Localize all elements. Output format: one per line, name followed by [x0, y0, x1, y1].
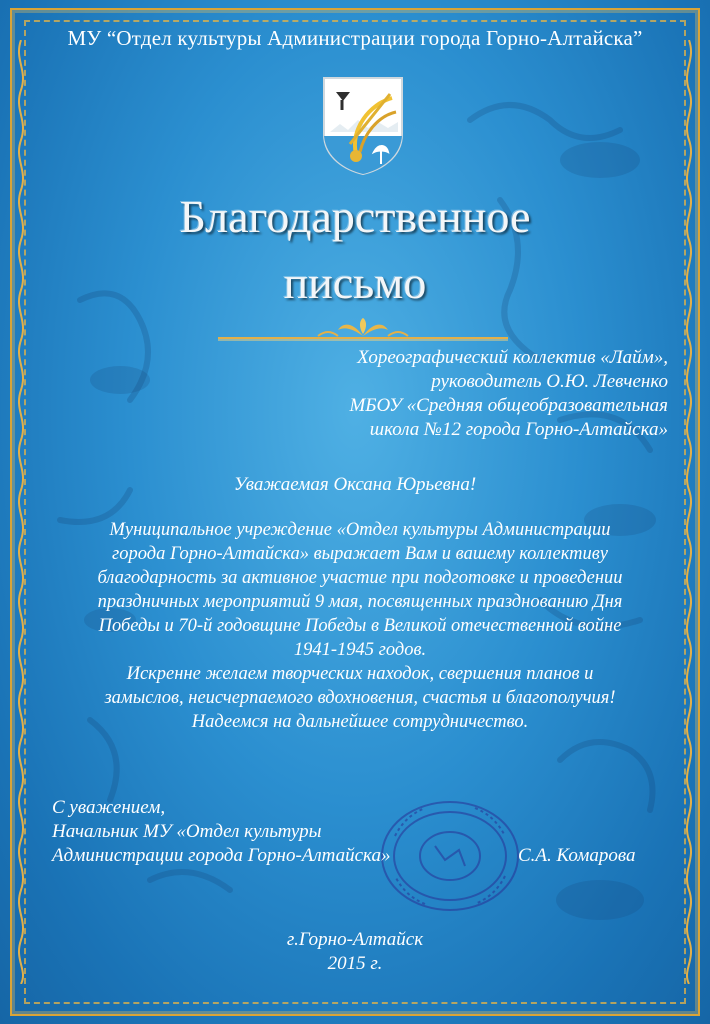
divider-flourish — [218, 318, 508, 344]
recipient-line: Хореографический коллектив «Лайм», — [357, 347, 668, 368]
body-line: города Горно-Алтайска» выражает Вам и вашему коллективу — [112, 544, 608, 564]
left-ornament — [14, 40, 28, 984]
closing-line: Администрации города Горно-Алтайска» — [52, 845, 391, 866]
body-line: Искренне желаем творческих находок, свершения планов и — [126, 664, 594, 684]
body-line: Победы и 70-й годовщине Победы в Великой отечественной войне — [98, 616, 622, 636]
coat-of-arms-icon — [320, 74, 406, 176]
body-line: Надеемся на дальнейшее сотрудничество. — [191, 712, 529, 732]
body-line: Муниципальное учреждение «Отдел культуры Администрации — [109, 520, 611, 540]
document-title-line1: Благодарственное — [179, 191, 531, 242]
body-line: 1941-1945 годов. — [293, 640, 427, 660]
closing-block — [52, 796, 472, 868]
signer-name: С.А. Комарова — [518, 845, 636, 866]
footer-year: 2015 г. — [327, 953, 383, 974]
closing-line: С уважением, — [52, 797, 166, 818]
recipient-line: школа №12 города Горно-Алтайска» — [369, 419, 668, 440]
letter-body — [60, 518, 660, 734]
greeting: Уважаемая Оксана Юрьевна! — [233, 474, 477, 495]
document-title-line2: письмо — [283, 257, 427, 308]
recipient-block — [248, 346, 668, 442]
recipient-line: МБОУ «Средняя общеобразовательная — [349, 395, 668, 416]
issuing-organization: МУ “Отдел культуры Администрации города Горно-Алтайска” — [67, 26, 643, 50]
body-line: замыслов, неисчерпаемого вдохновения, счастья и благополучия! — [104, 688, 616, 708]
right-ornament — [682, 40, 696, 984]
closing-line: Начальник МУ «Отдел культуры — [52, 821, 322, 842]
footer-city: г.Горно-Алтайск — [286, 929, 424, 950]
body-line: благодарность за активное участие при подготовке и проведении — [97, 568, 623, 588]
recipient-line: руководитель О.Ю. Левченко — [431, 371, 668, 392]
body-line: праздничных мероприятий 9 мая, посвященных празднованию Дня — [97, 592, 623, 612]
footer-block — [0, 928, 710, 976]
